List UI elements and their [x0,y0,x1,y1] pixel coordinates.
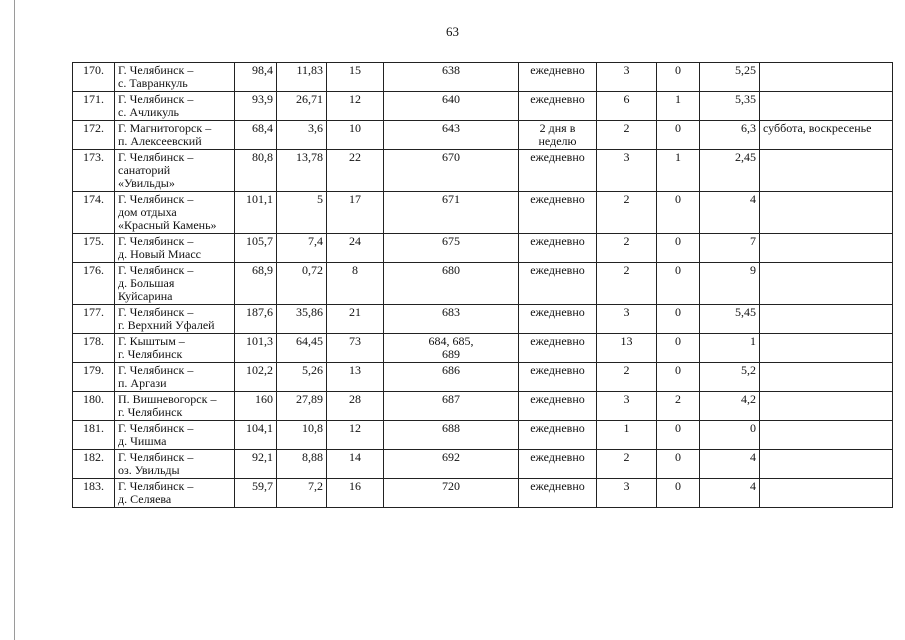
route-count-a: 2 [597,363,657,392]
route-code: 688 [384,421,519,450]
route-length: 80,8 [235,150,277,192]
route-count-b: 0 [657,450,700,479]
route-count-a: 3 [597,150,657,192]
route-number: 181. [73,421,115,450]
route-count-b: 0 [657,305,700,334]
route-count-a: 2 [597,234,657,263]
route-note [760,392,893,421]
table-row [73,63,893,92]
route-note: суббота, воскресенье [760,121,893,150]
route-length: 102,2 [235,363,277,392]
route-name: Г. Челябинск – дом отдыха «Красный Камень» [115,192,235,234]
route-count-b: 0 [657,63,700,92]
route-number: 182. [73,450,115,479]
table-row [73,479,893,508]
route-name: Г. Кыштым – г. Челябинск [115,334,235,363]
route-count-b: 2 [657,392,700,421]
route-value: 1 [700,334,760,363]
route-code: 686 [384,363,519,392]
route-count-a: 3 [597,63,657,92]
route-frequency: ежедневно [519,150,597,192]
route-code: 680 [384,263,519,305]
route-value: 5,25 [700,63,760,92]
route-count-a: 13 [597,334,657,363]
route-frequency: ежедневно [519,305,597,334]
route-code: 643 [384,121,519,150]
route-length: 92,1 [235,450,277,479]
route-count-b: 0 [657,363,700,392]
route-note [760,305,893,334]
route-count-a: 6 [597,92,657,121]
route-code: 670 [384,150,519,192]
route-value: 7 [700,234,760,263]
route-length: 187,6 [235,305,277,334]
route-time: 14 [327,450,384,479]
route-count-a: 2 [597,450,657,479]
route-count-a: 3 [597,479,657,508]
route-count-b: 1 [657,150,700,192]
table-row [73,392,893,421]
route-frequency: ежедневно [519,421,597,450]
route-code: 638 [384,63,519,92]
route-number: 174. [73,192,115,234]
route-count-a: 2 [597,192,657,234]
route-frequency: ежедневно [519,450,597,479]
table-row [73,334,893,363]
route-value: 4 [700,192,760,234]
route-name: П. Вишневогорск – г. Челябинск [115,392,235,421]
route-time: 12 [327,92,384,121]
table-row [73,234,893,263]
route-length: 101,3 [235,334,277,363]
route-code: 675 [384,234,519,263]
route-distance: 10,8 [277,421,327,450]
route-name: Г. Челябинск – оз. Увильды [115,450,235,479]
route-frequency: ежедневно [519,334,597,363]
routes-table-body [73,63,893,508]
route-name: Г. Челябинск – с. Ачликуль [115,92,235,121]
route-distance: 5,26 [277,363,327,392]
route-number: 180. [73,392,115,421]
route-frequency: 2 дня в неделю [519,121,597,150]
route-count-b: 1 [657,92,700,121]
route-count-a: 3 [597,305,657,334]
route-name: Г. Челябинск – д. Селяева [115,479,235,508]
route-number: 177. [73,305,115,334]
route-distance: 3,6 [277,121,327,150]
route-frequency: ежедневно [519,392,597,421]
route-code: 692 [384,450,519,479]
table-row [73,450,893,479]
route-distance: 7,4 [277,234,327,263]
route-count-b: 0 [657,263,700,305]
route-code: 687 [384,392,519,421]
route-number: 175. [73,234,115,263]
route-time: 24 [327,234,384,263]
route-name: Г. Челябинск – п. Аргази [115,363,235,392]
route-count-a: 2 [597,121,657,150]
route-length: 160 [235,392,277,421]
route-note [760,263,893,305]
route-distance: 27,89 [277,392,327,421]
route-distance: 5 [277,192,327,234]
route-frequency: ежедневно [519,479,597,508]
route-distance: 8,88 [277,450,327,479]
table-row [73,192,893,234]
route-length: 101,1 [235,192,277,234]
route-frequency: ежедневно [519,92,597,121]
route-count-a: 1 [597,421,657,450]
route-note [760,92,893,121]
page-number: 63 [446,24,459,39]
route-length: 93,9 [235,92,277,121]
route-distance: 26,71 [277,92,327,121]
routes-table [72,62,893,508]
route-value: 6,3 [700,121,760,150]
table-row [73,363,893,392]
route-distance: 64,45 [277,334,327,363]
route-count-b: 0 [657,192,700,234]
route-code: 671 [384,192,519,234]
route-count-b: 0 [657,421,700,450]
route-time: 13 [327,363,384,392]
route-name: Г. Челябинск – д. Большая Куйсарина [115,263,235,305]
route-number: 173. [73,150,115,192]
route-note [760,450,893,479]
route-frequency: ежедневно [519,263,597,305]
route-code: 684, 685, 689 [384,334,519,363]
route-frequency: ежедневно [519,192,597,234]
route-distance: 11,83 [277,63,327,92]
route-value: 5,45 [700,305,760,334]
route-value: 9 [700,263,760,305]
route-length: 104,1 [235,421,277,450]
route-distance: 7,2 [277,479,327,508]
route-time: 73 [327,334,384,363]
route-name: Г. Челябинск – д. Новый Миасс [115,234,235,263]
route-value: 0 [700,421,760,450]
route-name: Г. Челябинск – санаторий «Увильды» [115,150,235,192]
route-code: 720 [384,479,519,508]
route-length: 98,4 [235,63,277,92]
table-row [73,150,893,192]
route-count-b: 0 [657,334,700,363]
route-count-b: 0 [657,121,700,150]
route-number: 176. [73,263,115,305]
route-value: 5,35 [700,92,760,121]
route-time: 16 [327,479,384,508]
route-time: 28 [327,392,384,421]
route-number: 183. [73,479,115,508]
route-name: Г. Челябинск – д. Чишма [115,421,235,450]
route-time: 21 [327,305,384,334]
route-distance: 13,78 [277,150,327,192]
route-name: Г. Челябинск – с. Тавранкуль [115,63,235,92]
route-distance: 0,72 [277,263,327,305]
route-time: 22 [327,150,384,192]
table-row [73,421,893,450]
route-value: 4 [700,450,760,479]
route-count-b: 0 [657,479,700,508]
route-length: 68,9 [235,263,277,305]
route-count-a: 2 [597,263,657,305]
route-name: Г. Челябинск – г. Верхний Уфалей [115,305,235,334]
route-time: 12 [327,421,384,450]
route-distance: 35,86 [277,305,327,334]
route-number: 170. [73,63,115,92]
route-number: 171. [73,92,115,121]
route-code: 683 [384,305,519,334]
route-count-b: 0 [657,234,700,263]
route-name: Г. Магнитогорск – п. Алексеевский [115,121,235,150]
table-row [73,305,893,334]
route-time: 10 [327,121,384,150]
route-frequency: ежедневно [519,234,597,263]
route-note [760,63,893,92]
route-value: 4 [700,479,760,508]
table-row [73,92,893,121]
route-frequency: ежедневно [519,363,597,392]
route-length: 105,7 [235,234,277,263]
route-code: 640 [384,92,519,121]
route-time: 15 [327,63,384,92]
route-note [760,421,893,450]
route-value: 5,2 [700,363,760,392]
route-note [760,363,893,392]
route-time: 17 [327,192,384,234]
route-frequency: ежедневно [519,63,597,92]
route-number: 178. [73,334,115,363]
route-note [760,150,893,192]
route-note [760,479,893,508]
route-value: 2,45 [700,150,760,192]
route-length: 68,4 [235,121,277,150]
route-value: 4,2 [700,392,760,421]
route-note [760,334,893,363]
route-count-a: 3 [597,392,657,421]
route-number: 172. [73,121,115,150]
table-row [73,121,893,150]
table-row [73,263,893,305]
route-note [760,192,893,234]
route-length: 59,7 [235,479,277,508]
route-number: 179. [73,363,115,392]
page-edge-rule [14,0,15,640]
route-note [760,234,893,263]
route-time: 8 [327,263,384,305]
